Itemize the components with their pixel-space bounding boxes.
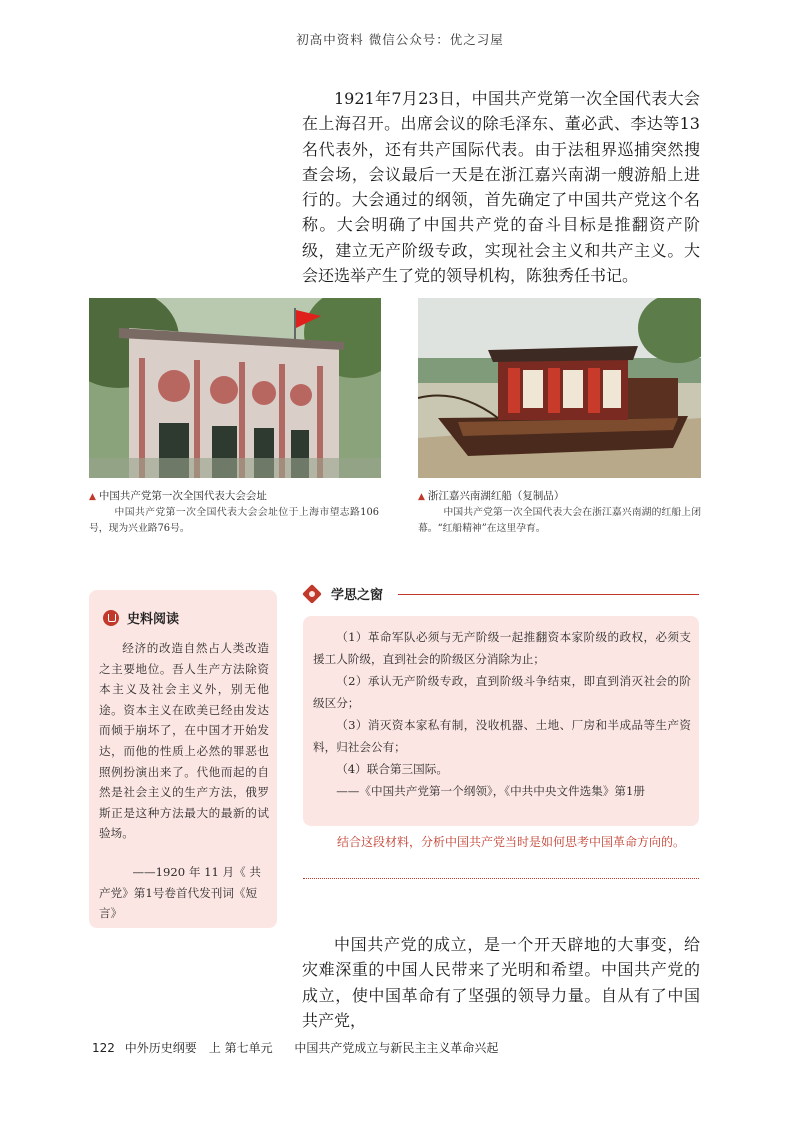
diamond-icon [302, 584, 322, 604]
program-item: （4）联合第三国际。 [336, 762, 448, 776]
photo2-title: ▲ 浙江嘉兴南湖红船（复制品） [418, 490, 565, 502]
photo1-caption: 中国共产党第一次全国代表大会会址位于上海市望志路106号，现为兴业路76号。 [89, 507, 379, 534]
program-quote-box [303, 616, 699, 826]
red-boat-photo [418, 298, 701, 478]
dotted-divider [303, 878, 699, 879]
program-item: （1）革命军队必须与无产阶级一起推翻资本家阶级的政权，必须支援工人阶级，直到社会的阶级区分消除为止； [313, 630, 691, 666]
chapter-title: 中国共产党成立与新民主主义革命兴起 [294, 1041, 499, 1055]
historical-reading-source: ——1920 年 11 月《 共 产党》第1号卷首代发刊词《短言》 [99, 865, 261, 921]
historical-reading-heading: 史料阅读 [103, 608, 179, 627]
page-number: 122 [92, 1041, 115, 1055]
program-item: （3）消灭资本家私有制，没收机器、土地、厂房和半成品等生产资料，归社会公有； [313, 718, 691, 754]
study-question: 结合这段材料，分析中国共产党当时是如何思考中国革命方向的。 [337, 835, 686, 849]
triangle-marker-icon: ▲ [418, 492, 425, 502]
historical-reading-box [89, 590, 277, 928]
unit-label: 第七单元 [224, 1041, 273, 1055]
program-item: （2）承认无产阶级专政，直到阶级斗争结束，即直到消灭社会的阶级区分； [313, 674, 691, 710]
page-header: 初高中资料 微信公众号：优之习屋 [296, 32, 504, 47]
photo1-title: ▲ 中国共产党第一次全国代表大会会址 [89, 490, 267, 502]
book-title: 中外历史纲要 上 [124, 1041, 221, 1055]
page-footer [92, 1039, 498, 1056]
study-window-heading: 学思之窗 [303, 584, 699, 606]
program-source: ——《中国共产党第一个纲领》，《中共中央文件选集》第1册 [336, 784, 645, 798]
book-icon [103, 610, 119, 626]
triangle-marker-icon: ▲ [89, 492, 96, 502]
intro-paragraph: 1921年7月23日，中国共产党第一次全国代表大会在上海召开。出席会议的除毛泽东、董必武、李达等13名代表外，还有共产国际代表。由于法租界巡捕突然搜查会场，会议最后一天是在浙江嘉兴南湖一艘游船上进行的。大会通过的纲领，首先确定了中国共产党这个名称。大会明确了中国共产党的奋斗目标是推翻资产阶级，建立无产阶级专政，实现社会主义和共产主义。大会还选举产生了党的领导机构，陈独秀任书记。 [302, 89, 700, 286]
closing-paragraph: 中国共产党的成立，是一个开天辟地的大事变，给灾难深重的中国人民带来了光明和希望。中国共产党的成立，使中国革命有了坚强的领导力量。自从有了中国共产党， [302, 935, 700, 1030]
historical-reading-text: 经济的改造自然占人类改造之主要地位。吾人生产方法除资本主义及社会主义外，别无他途。资本主义在欧美已经由发达而倾于崩坏了，在中国才开始发达，而他的性质上必然的罪恶也照例扮演出来了。代他而起的自然是社会主义的生产方法，俄罗斯正是这种方法最大的最新的试验场。 [99, 641, 269, 841]
photo2-caption: 中国共产党第一次全国代表大会在浙江嘉兴南湖的红船上闭幕。“红船精神”在这里孕育。 [418, 507, 701, 534]
first-congress-site-photo [89, 298, 381, 478]
